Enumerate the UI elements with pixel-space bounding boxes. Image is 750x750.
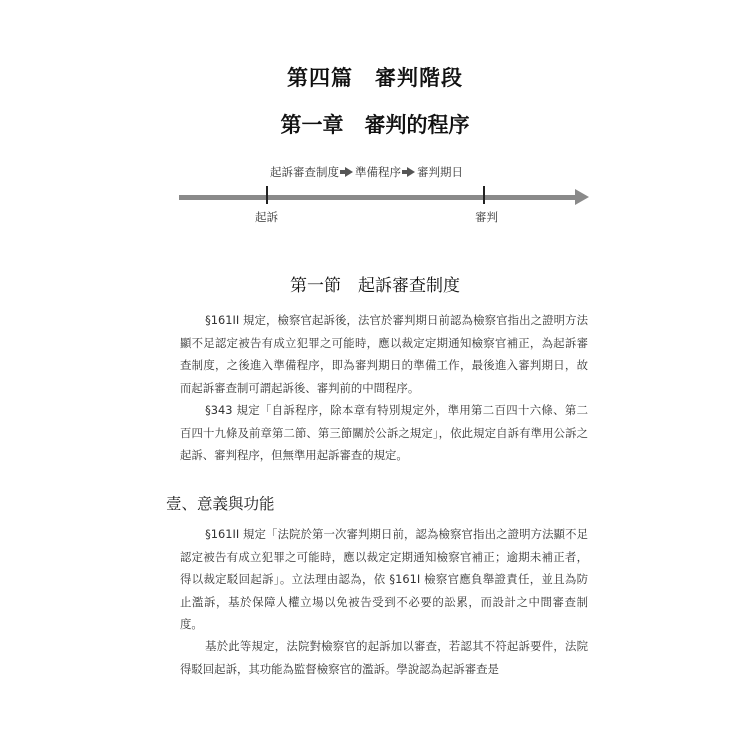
section-title: 第一節 起訴審查制度 [290,276,460,296]
flow-step-preparation: 準備程序 [355,165,401,179]
flow-step-trial-date: 審判期日 [417,165,463,179]
timeline-tick-indictment [266,186,268,204]
arrow-right-icon [345,167,353,177]
timeline-label-indictment: 起訴 [255,210,278,224]
timeline-arrowhead-icon [575,189,589,205]
timeline-flow [270,164,463,180]
body-paragraph: 基於此等規定，法院對檢察官的起訴加以審查，若認其不符起訴要件，法院得駁回起訴，其功能為監督檢察官的濫訴。學說認為起訴審查是 [180,639,588,676]
timeline-label-trial: 審判 [475,210,498,224]
body-paragraph: §161II 規定「法院於第一次審判期日前，認為檢察官指出之證明方法顯不足認定被告有成立犯罪之可能時，應以裁定定期通知檢察官補正；逾期未補正者，得以裁定駁回起訴」。立法理由認為，依 §161I 檢察官應負舉證責任，並且為防止濫訴，基於保障人權立場以免被告受到不必要的訟累，而設計之中間審查制度。 [180,527,588,632]
timeline-axis [179,195,577,200]
flow-step-indictment-review: 起訴審查制度 [270,165,339,179]
part-title: 第四篇 審判階段 [287,66,463,90]
arrow-right-icon [407,167,415,177]
subsection-title: 壹、意義與功能 [166,495,275,513]
timeline-tick-trial [483,186,485,204]
body-paragraph: §161II 規定，檢察官起訴後，法官於審判期日前認為檢察官指出之證明方法顯不足認定被告有成立犯罪之可能時，應以裁定定期通知檢察官補正，為起訴審查制度，之後進入準備程序，即為審判期日的準備工作，最後進入審判期日，故而起訴審查制可謂起訴後、審判前的中間程序。 [180,313,588,395]
procedure-timeline [175,158,595,233]
body-paragraph: §343 規定「自訴程序，除本章有特別規定外，準用第二百四十六條、第二百四十九條及前章第二節、第三節關於公訴之規定」，依此規定自訴有準用公訴之起訴、審判程序，但無準用起訴審查的規定。 [180,403,588,463]
chapter-title: 第一章 審判的程序 [280,113,470,137]
